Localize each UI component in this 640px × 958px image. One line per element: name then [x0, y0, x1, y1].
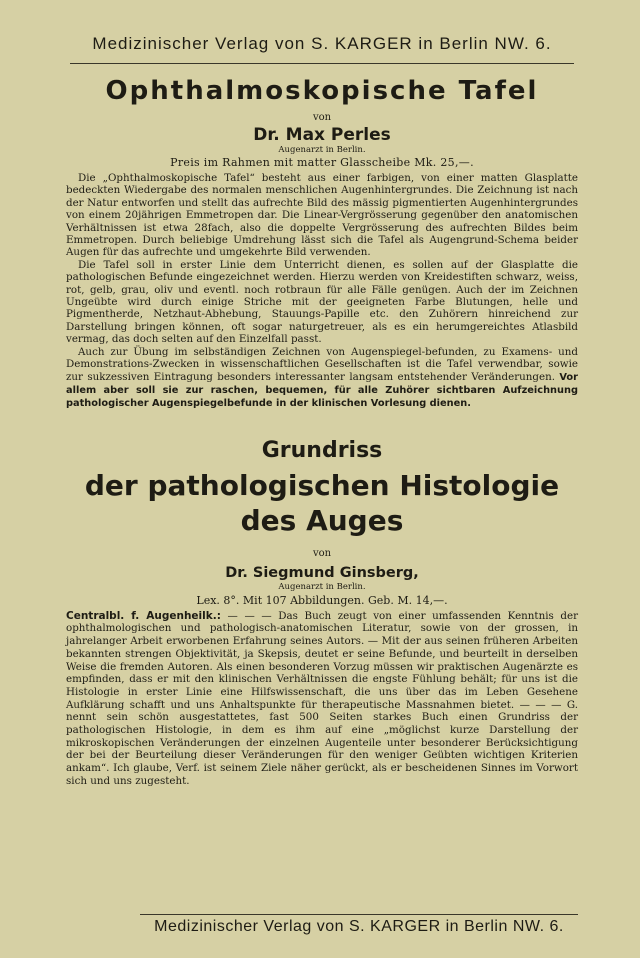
title-line-2: der pathologischen Histologie	[84, 468, 560, 502]
von-label: von	[312, 112, 332, 123]
author-perles: Dr. Max Perles	[253, 125, 391, 145]
publisher-footer: Medizinischer Verlag von S. KARGER in Berlin NW. 6.	[154, 918, 564, 935]
section-ophthalmoskopische-tafel	[66, 76, 578, 411]
publisher-header: Medizinischer Verlag von S. KARGER in Berlin NW. 6.	[92, 34, 552, 53]
paragraph-3-text: Auch zur Übung im selbständigen Zeichnen von Augenspiegel-befunden, zu Examens- und Demonstrations-Zwecken in wissenschaftlichen Gesellschaften ist die Tafel verwendbar, sowie zur sukzessiven Eintragung besonders interessanter langsam entstehender Veränderungen.	[66, 345, 578, 383]
book-title-grundriss	[66, 433, 578, 538]
author-ginsberg: Dr. Siegmund Ginsberg,	[225, 564, 419, 581]
paragraph-3-bold: Vor allem aber soll sie zur raschen, bequemen, für alle Zuhörer sichtbaren Aufzeichnung pathologischer Augenspiegelbefunde in der klinischen Vorlesung dienen.	[66, 371, 578, 410]
book-title-tafel: Ophthalmoskopische Tafel	[105, 76, 539, 106]
price-line: Preis im Rahmen mit matter Glasscheibe Mk. 25,—.	[170, 156, 474, 169]
section-grundriss	[66, 433, 578, 788]
header-rule	[70, 63, 574, 64]
footer-rule	[140, 914, 578, 915]
author-affiliation: Augenarzt in Berlin.	[278, 145, 366, 155]
title-line-1: Grundriss	[261, 437, 383, 463]
review-source: Centralbl. f. Augenheilk.:	[66, 609, 221, 622]
title-line-3: des Auges	[240, 503, 404, 537]
description-text	[66, 172, 578, 411]
review-body: — — — Das Buch zeugt von einer umfassenden Kenntnis der ophthalmologischen und pathologisch-anatomischen Literatur, sowie von der grossen, in jahrelanger Arbeit erworbenen Erfahrung seines Autors. — Mit der aus seinen früheren Arbeiten bekannten strengen Objektivität, ja Skepsis, deutet er seine Befunde, und beurteilt in derselben Weise die fremden Autoren. Als einen besonderen Vorzug müssen wir praktischen Augenärzte es empfinden, dass er mit den klinischen Verhältnissen die engste Fühlung behält; für uns ist die Histologie in erster Linie eine Hilfswissenschaft, die uns über das im Leben Gesehene Aufklärung schafft und uns Anhaltspunkte für therapeutische Massnahmen bietet. — — — G. nennt sein schön ausgestattetes, fast 500 Seiten starkes Buch einen Grundriss der pathologischen Histologie, in dem es ihm auf eine „möglichst kurze Darstellung der mikroskopischen Veränderungen der einzelnen Augenteile unter besonderer Berücksichtigung der bei der Beurteilung dieser Veränderungen für den weniger Geübten wichtigen Kriterien ankam“. Ich glaube, Verf. ist seinem Ziele näher gerückt, als er bescheidenen Sinnes im Vorwort sich und uns zugesteht.	[66, 609, 578, 787]
von-label-2: von	[312, 547, 332, 559]
paragraph-1: Die „Ophthalmoskopische Tafel“ besteht aus einer farbigen, von einer matten Glasplatte bedeckten Wiedergabe des normalen menschlichen Augenhintergrundes. Die Zeichnung ist nach der Natur entworfen und stellt das aufrechte Bild des mässig pigmentierten Augenhintergrundes von einem 20jährigen Emmetropen dar. Die Linear-Vergrösserung gegenüber den anatomischen Verhältnissen ist etwa 28fach, also die doppelte Vergrösserung des aufrechten Bildes beim Emmetropen. Durch beliebige Umdrehung lässt sich die Tafel als Augengrund-Schema beider Augen für das aufrechte und umgekehrte Bild verwenden.	[66, 172, 578, 259]
price-line-2: Lex. 8°. Mit 107 Abbildungen. Geb. M. 14,—.	[196, 593, 448, 607]
review-text	[66, 610, 578, 788]
paragraph-2: Die Tafel soll in erster Linie dem Unterricht dienen, es sollen auf der Glasplatte die pathologischen Befunde eingezeichnet werden. Hierzu werden von Kreidestiften schwarz, weiss, rot, gelb, grau, oliv und eventl. noch rotbraun für alle Fälle genügen. Auch der im Zeichnen Ungeübte wird durch einige Striche mit der geeigneten Farbe Blutungen, helle und Pigmentherde, Netzhaut-Abhebung, Stauungs-Papille etc. den Zuhörern hinreichend zur Darstellung bringen können, oft sogar naturgetreuer, als es ein herumgereichtes Atlasbild vermag, das doch selten auf den Einzelfall passt.	[66, 258, 578, 346]
author-affiliation-2: Augenarzt in Berlin.	[278, 581, 366, 592]
paragraph-3	[66, 346, 578, 411]
